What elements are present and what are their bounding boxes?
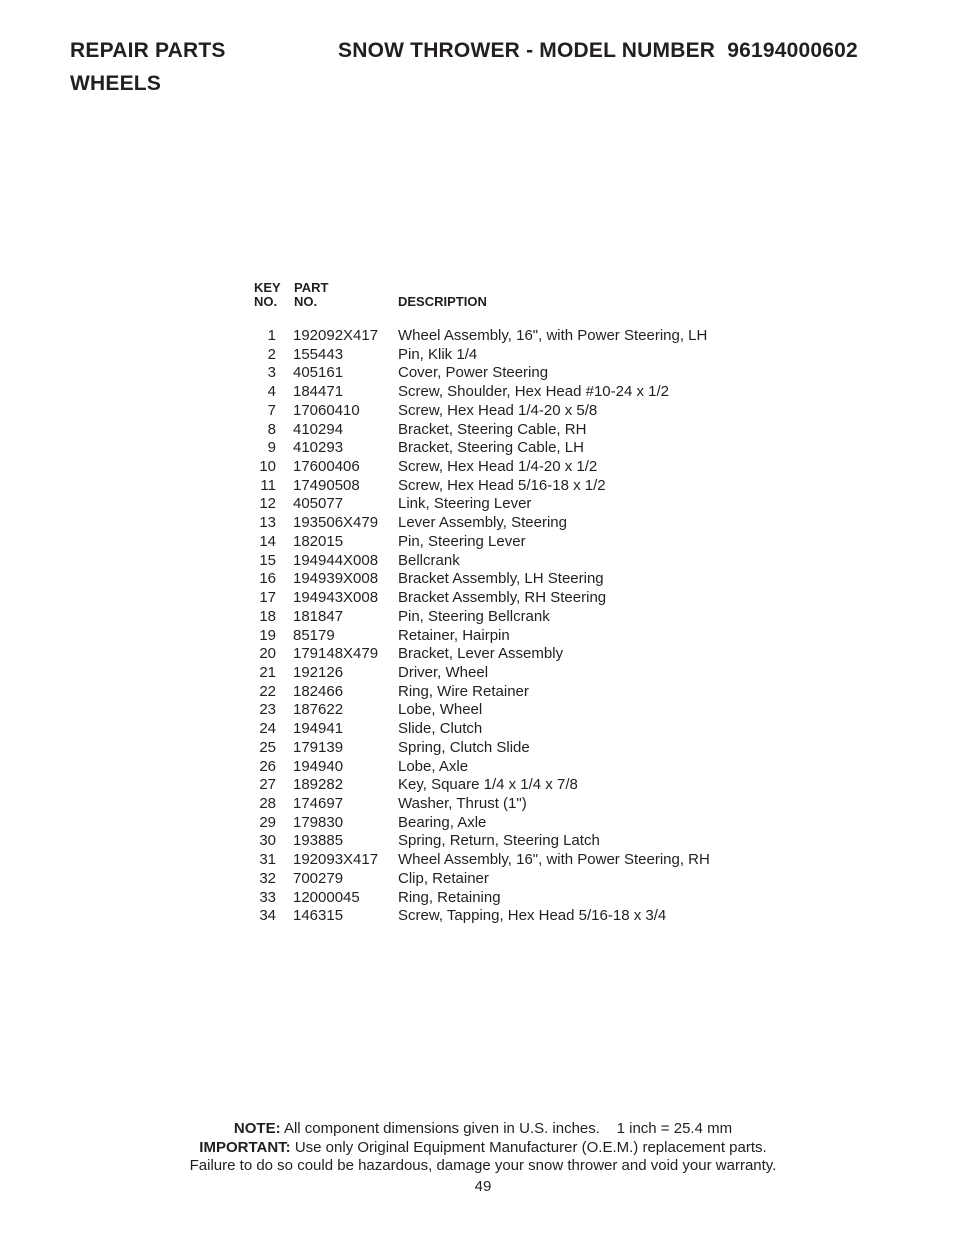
part-description: Driver, Wheel: [398, 663, 489, 681]
parts-list: [0, 327, 954, 926]
part-number: 146315: [293, 907, 344, 925]
part-key-number: 8: [267, 420, 276, 438]
note-line: [0, 1120, 954, 1139]
column-header-part-line1: PART: [294, 280, 329, 295]
part-key-number: 15: [259, 551, 276, 569]
part-number: 187622: [293, 701, 344, 719]
part-key-number: 18: [259, 607, 276, 625]
part-key-number: 1: [267, 327, 276, 344]
part-key-number: 22: [259, 682, 276, 700]
part-description: Bellcrank: [398, 551, 460, 569]
part-key-number: 19: [259, 626, 276, 644]
part-description: Wheel Assembly, 16", with Power Steering, LH: [398, 327, 708, 344]
part-description: Screw, Tapping, Hex Head 5/16-18 x 3/4: [398, 907, 667, 925]
part-key-number: 21: [259, 663, 276, 681]
part-description: Lever Assembly, Steering: [398, 514, 567, 532]
column-header-part-line2: NO.: [294, 294, 318, 309]
part-description: Bracket, Steering Cable, LH: [398, 439, 584, 457]
table-row: [0, 739, 954, 758]
part-key-number: 25: [259, 738, 276, 756]
part-key-number: 3: [267, 364, 276, 382]
page-number: 49: [474, 1178, 492, 1195]
column-header-key-no: [254, 281, 281, 309]
part-description: Retainer, Hairpin: [398, 626, 510, 644]
part-number: 189282: [293, 776, 344, 794]
table-row: [0, 720, 954, 739]
part-key-number: 20: [259, 645, 276, 663]
part-description: Screw, Shoulder, Hex Head #10-24 x 1/2: [398, 383, 669, 401]
column-header-description: DESCRIPTION: [398, 294, 487, 309]
table-row: [0, 664, 954, 683]
table-row: [0, 533, 954, 552]
part-key-number: 2: [267, 345, 276, 363]
table-row: [0, 495, 954, 514]
part-number: 192126: [293, 663, 344, 681]
part-description: Spring, Clutch Slide: [398, 738, 530, 756]
part-number: 405077: [293, 495, 344, 513]
table-row: [0, 889, 954, 908]
table-row: [0, 645, 954, 664]
table-row: [0, 402, 954, 421]
part-key-number: 9: [267, 439, 276, 457]
table-row: [0, 907, 954, 926]
part-description: Key, Square 1/4 x 1/4 x 7/8: [398, 776, 578, 794]
table-row: [0, 870, 954, 889]
part-description: Link, Steering Lever: [398, 495, 532, 513]
part-key-number: 32: [259, 869, 276, 887]
table-row: [0, 776, 954, 795]
part-description: Washer, Thrust (1"): [398, 794, 527, 812]
model-number: 96194000602: [727, 39, 858, 62]
table-row: [0, 421, 954, 440]
footer-notes: [0, 1120, 954, 1176]
column-header-key-line2: NO.: [254, 294, 278, 309]
part-number: 194944X008: [293, 551, 379, 569]
warning-line: Failure to do so could be hazardous, damage your snow thrower and void your warranty.: [189, 1157, 777, 1175]
part-key-number: 16: [259, 570, 276, 588]
part-key-number: 34: [259, 907, 276, 925]
part-key-number: 14: [259, 532, 276, 550]
model-heading: [338, 39, 858, 63]
part-number: 179139: [293, 738, 344, 756]
part-number: 405161: [293, 364, 344, 382]
part-key-number: 28: [259, 794, 276, 812]
table-row: [0, 795, 954, 814]
part-description: Bracket, Lever Assembly: [398, 645, 564, 663]
section-title: WHEELS: [70, 72, 162, 95]
part-description: Screw, Hex Head 1/4-20 x 1/2: [398, 458, 598, 476]
part-number: 85179: [293, 626, 335, 644]
part-number: 192092X417: [293, 327, 379, 344]
part-number: 17060410: [293, 401, 360, 419]
note-text: All component dimensions given in U.S. inches. 1 inch = 25.4 mm: [283, 1120, 733, 1137]
part-key-number: 30: [259, 832, 276, 850]
part-description: Spring, Return, Steering Latch: [398, 832, 600, 850]
part-number: 194939X008: [293, 570, 379, 588]
part-key-number: 23: [259, 701, 276, 719]
part-number: 17490508: [293, 476, 360, 494]
table-row: [0, 758, 954, 777]
part-key-number: 11: [260, 476, 276, 494]
part-description: Wheel Assembly, 16", with Power Steering, RH: [398, 851, 710, 869]
part-key-number: 26: [259, 757, 276, 775]
part-number: 155443: [293, 345, 344, 363]
part-key-number: 4: [267, 383, 276, 401]
part-number: 194941: [293, 720, 344, 738]
part-description: Clip, Retainer: [398, 869, 489, 887]
table-row: [0, 383, 954, 402]
part-key-number: 12: [259, 495, 276, 513]
part-description: Lobe, Axle: [398, 757, 469, 775]
part-key-number: 17: [259, 589, 276, 607]
part-number: 179148X479: [293, 645, 379, 663]
part-number: 410293: [293, 439, 344, 457]
part-number: 194943X008: [293, 589, 379, 607]
part-number: 410294: [293, 420, 344, 438]
model-label: SNOW THROWER - MODEL NUMBER: [338, 39, 716, 62]
part-number: 184471: [293, 383, 344, 401]
important-text: Use only Original Equipment Manufacturer (O.E.M.) replacement parts.: [294, 1138, 767, 1156]
part-number: 174697: [293, 794, 344, 812]
column-header-key-line1: KEY: [254, 280, 281, 295]
part-number: 17600406: [293, 458, 360, 476]
table-row: [0, 701, 954, 720]
part-description: Slide, Clutch: [398, 720, 483, 738]
part-key-number: 13: [259, 514, 276, 532]
part-description: Lobe, Wheel: [398, 701, 483, 719]
part-key-number: 24: [259, 720, 276, 738]
part-description: Bracket, Steering Cable, RH: [398, 420, 587, 438]
part-number: 193506X479: [293, 514, 379, 532]
part-description: Bracket Assembly, RH Steering: [398, 589, 607, 607]
page-title: REPAIR PARTS: [70, 39, 226, 62]
part-number: 700279: [293, 869, 344, 887]
table-row: [0, 477, 954, 496]
table-row: [0, 570, 954, 589]
part-number: 181847: [293, 607, 344, 625]
part-description: Screw, Hex Head 5/16-18 x 1/2: [398, 476, 606, 494]
part-number: 179830: [293, 813, 344, 831]
table-row: [0, 627, 954, 646]
part-description: Pin, Steering Bellcrank: [398, 607, 550, 625]
part-key-number: 33: [259, 888, 276, 906]
table-row: [0, 458, 954, 477]
part-key-number: 7: [267, 401, 276, 419]
part-description: Screw, Hex Head 1/4-20 x 5/8: [398, 401, 598, 419]
part-number: 192093X417: [293, 851, 379, 869]
part-description: Ring, Wire Retainer: [398, 682, 529, 700]
table-row: [0, 683, 954, 702]
part-key-number: 29: [259, 813, 276, 831]
part-number: 12000045: [293, 888, 360, 906]
part-key-number: 10: [259, 458, 276, 476]
part-number: 182466: [293, 682, 344, 700]
part-key-number: 31: [259, 851, 276, 869]
part-key-number: 27: [259, 776, 276, 794]
table-row: [0, 832, 954, 851]
table-row: [0, 439, 954, 458]
part-description: Bracket Assembly, LH Steering: [398, 570, 604, 588]
part-description: Bearing, Axle: [398, 813, 487, 831]
table-row: [0, 327, 954, 346]
table-row: [0, 514, 954, 533]
part-description: Pin, Steering Lever: [398, 532, 526, 550]
part-number: 182015: [293, 532, 344, 550]
table-row: [0, 851, 954, 870]
part-number: 194940: [293, 757, 344, 775]
part-number: 193885: [293, 832, 344, 850]
table-row: [0, 346, 954, 365]
important-label: IMPORTANT:: [199, 1138, 291, 1156]
part-description: Cover, Power Steering: [398, 364, 549, 382]
part-description: Pin, Klik 1/4: [398, 345, 478, 363]
table-row: [0, 814, 954, 833]
part-description: Ring, Retaining: [398, 888, 501, 906]
table-row: [0, 589, 954, 608]
note-label: NOTE:: [233, 1120, 281, 1137]
table-row: [0, 552, 954, 571]
important-line: [0, 1139, 954, 1158]
column-header-part-no: [294, 281, 328, 309]
table-row: [0, 608, 954, 627]
table-row: [0, 364, 954, 383]
